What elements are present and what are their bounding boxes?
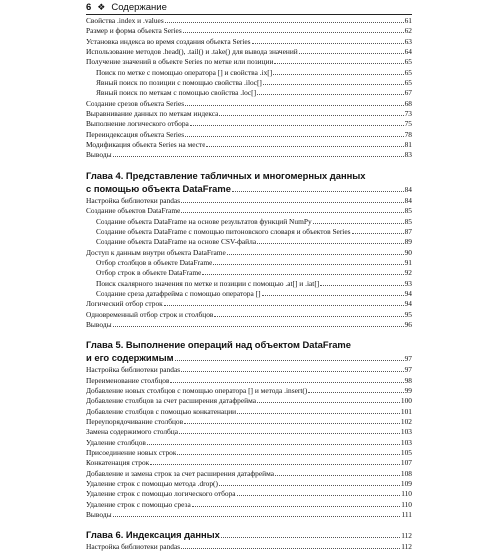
toc-entry[interactable] (86, 248, 412, 258)
dot-leader (320, 279, 403, 286)
dot-leader (185, 99, 403, 106)
toc-entry-title: Поиск по метке с помощью оператора [] и свойства .ix[] (96, 67, 273, 77)
page-ref: 63 (404, 36, 412, 46)
header-title: Содержание (111, 1, 167, 13)
dot-leader (181, 542, 400, 549)
page-ref: 108 (400, 468, 412, 478)
dot-leader (181, 206, 403, 213)
toc-entry[interactable] (86, 320, 412, 330)
page-ref: 84 (404, 195, 412, 205)
dot-leader (257, 237, 404, 244)
toc-entry[interactable] (86, 57, 412, 67)
toc-entry[interactable] (86, 109, 412, 119)
toc-entry[interactable] (86, 386, 412, 396)
page-number: 6 (86, 1, 92, 13)
toc-entry-title: Настройка библиотеки pandas (86, 542, 181, 552)
dot-leader (179, 427, 400, 434)
toc-entry[interactable] (86, 217, 412, 227)
toc-entry-title: Свойства .index и .values (86, 16, 164, 25)
toc-entry[interactable] (86, 438, 412, 448)
toc-entry[interactable] (86, 542, 412, 552)
toc-entry-title: Переиндексация объекта Series (86, 129, 185, 139)
toc-entry-title: Выводы (86, 319, 112, 329)
page-ref: 111 (401, 510, 412, 520)
chapter-entry[interactable] (86, 528, 412, 542)
toc-entry[interactable] (86, 500, 412, 510)
toc-entry-title: Удаление строк с помощью логического отбора (86, 489, 236, 499)
toc-entry-title: Удаление столбцов (86, 437, 146, 447)
toc-entry-title: Поиск скалярного значения по метке и позиции с помощью .at[] и .iat[] (96, 278, 320, 288)
toc-entry[interactable] (86, 448, 412, 458)
chapter-title-line: Глава 4. Представление табличных и многомерных данных (86, 169, 366, 181)
toc-entry[interactable] (86, 227, 412, 237)
toc-entry-title: Добавление новых столбцов с помощью оператора [] и метода .insert() (86, 385, 308, 395)
toc-entry[interactable] (86, 99, 412, 109)
chapter-title-line: Глава 5. Выполнение операций над объектом DataFrame (86, 339, 351, 351)
dot-leader (147, 438, 400, 445)
toc-entry[interactable] (86, 16, 412, 26)
dot-leader (262, 289, 404, 296)
page-ref: 102 (400, 417, 412, 426)
running-header (86, 0, 412, 14)
page-ref: 97 (404, 354, 412, 364)
dot-leader (237, 407, 400, 414)
toc-entry-title: Создание объектов DataFrame (86, 206, 181, 216)
toc-entry-title: Выполнение логического отбора (86, 119, 189, 129)
toc-entry-title: Добавление столбцов за счет расширения датафрейма (86, 396, 256, 406)
page-ref: 98 (404, 375, 412, 385)
toc-entry[interactable] (86, 417, 412, 427)
toc-entry[interactable] (86, 376, 412, 386)
dot-leader (213, 258, 403, 265)
toc-entry-title: Одновременный отбор строк и столбцов (86, 309, 214, 319)
toc-entry-title: Создание объекта DataFrame на основе результатов функций NumPy (96, 216, 312, 226)
toc-entry[interactable] (86, 510, 412, 520)
dot-leader (219, 109, 403, 116)
page-ref: 90 (404, 247, 412, 257)
chapter-entry[interactable] (86, 351, 412, 365)
toc-entry-title: Переупорядочивание столбцов (86, 417, 184, 426)
dot-leader (274, 57, 403, 64)
page-ref: 61 (404, 16, 412, 25)
header-rule (86, 14, 412, 15)
dot-leader (113, 150, 404, 157)
diamond-ornament-icon: ❖ (97, 1, 106, 12)
page-ref: 112 (401, 531, 412, 541)
dot-leader (219, 479, 400, 486)
page-ref: 87 (404, 226, 412, 236)
chapter-gap (86, 520, 412, 528)
toc-entry[interactable] (86, 479, 412, 489)
page-ref: 92 (404, 268, 412, 278)
dot-leader (164, 299, 404, 306)
dot-leader (190, 119, 404, 126)
page-ref: 68 (404, 98, 412, 108)
page-ref: 84 (404, 184, 412, 194)
toc-entry[interactable] (86, 196, 412, 206)
toc-entry-title: Создание объекта DataFrame с помощью питоновского словаря и объектов Series (96, 226, 351, 236)
toc-entry[interactable] (86, 469, 412, 479)
toc-entry[interactable] (86, 489, 412, 499)
toc-entry[interactable] (86, 268, 412, 278)
dot-leader (273, 68, 403, 75)
toc-entry[interactable] (86, 37, 412, 47)
page-ref: 73 (404, 109, 412, 119)
dot-leader (181, 196, 403, 203)
page-ref: 112 (401, 542, 412, 552)
toc-entry-title: Удаление строк с помощью среза (86, 499, 191, 509)
toc-entry-title: Настройка библиотеки pandas (86, 365, 181, 375)
toc-entry[interactable] (86, 365, 412, 375)
toc-entry-title: Выравнивание данных по меткам индекса (86, 109, 219, 119)
toc-entry[interactable] (86, 140, 412, 150)
toc-entry-title: Отбор строк в объекте DataFrame (96, 268, 202, 278)
page-ref: 81 (404, 140, 412, 150)
page-ref: 62 (404, 26, 412, 36)
dot-leader (150, 458, 400, 465)
page-ref: 109 (400, 479, 412, 489)
toc-entry[interactable] (86, 150, 412, 160)
page-ref: 91 (404, 257, 412, 267)
page-ref: 101 (400, 406, 412, 416)
toc-entry[interactable] (86, 279, 412, 289)
chapter-title: с помощью объекта DataFrame (86, 182, 231, 194)
toc-entry-title: Доступ к данным внутри объекта DataFrame (86, 247, 226, 257)
toc-entry-title: Переименование столбцов (86, 375, 170, 385)
dot-leader (232, 183, 404, 192)
page-ref: 65 (404, 57, 412, 67)
toc-entry[interactable] (86, 258, 412, 268)
toc-entry-title: Получение значений в объекте Series по метке или позиции (86, 57, 274, 67)
chapter-entry[interactable] (86, 182, 412, 196)
dot-leader (175, 352, 404, 361)
dot-leader (184, 417, 400, 424)
page-ref: 105 (400, 448, 412, 458)
toc-entry-title: Отбор столбцов в объекте DataFrame (96, 257, 213, 267)
dot-leader (206, 140, 403, 147)
toc-entry-title: Выводы (86, 510, 112, 520)
dot-leader (237, 489, 401, 496)
dot-leader (214, 310, 403, 317)
dot-leader (192, 500, 400, 507)
page-ref: 110 (401, 499, 412, 509)
toc-entry[interactable] (86, 310, 412, 320)
toc-entry[interactable] (86, 237, 412, 247)
toc-entry-title: Использование методов .head(), .tail() и .take() для вывода значений (86, 47, 298, 57)
toc-entry-title: Модификация объекта Series на месте (86, 140, 206, 150)
toc-entry-title: Добавление столбцов с помощью конкатенации (86, 406, 237, 416)
toc-entry[interactable] (86, 119, 412, 129)
page-ref: 103 (400, 427, 412, 437)
toc-entry-title: Удаление строк с помощью метода .drop() (86, 479, 218, 489)
toc-entry[interactable] (86, 427, 412, 437)
page-ref: 85 (404, 206, 412, 216)
toc-entry-title: Размер и форма объекта Series (86, 26, 182, 36)
page-ref: 83 (404, 150, 412, 160)
toc-entry[interactable] (86, 47, 412, 57)
page-ref: 64 (404, 47, 412, 57)
page-ref: 97 (404, 365, 412, 375)
dot-leader (263, 78, 404, 85)
toc-entry[interactable] (86, 206, 412, 216)
dot-leader (257, 88, 404, 95)
page-ref: 65 (404, 67, 412, 77)
dot-leader (252, 37, 404, 44)
toc-entry[interactable] (86, 78, 412, 88)
chapter-gap (86, 161, 412, 169)
page-ref: 100 (400, 396, 412, 406)
page-ref: 89 (404, 237, 412, 247)
dot-leader (313, 217, 404, 224)
dot-leader (185, 130, 403, 137)
page-ref: 95 (404, 309, 412, 319)
toc-entry[interactable] (86, 130, 412, 140)
dot-leader (227, 248, 404, 255)
toc-entry-title: Логический отбор строк (86, 299, 163, 309)
toc-entry-title: Замена содержимого столбца (86, 427, 179, 437)
page-ref: 85 (404, 216, 412, 226)
page-ref: 94 (404, 288, 412, 298)
dot-leader (275, 469, 400, 476)
toc-entry-title: Явный поиск по меткам с помощью свойства .loc[] (96, 88, 257, 98)
toc-entry-title: Присоединение новых строк (86, 448, 177, 458)
dot-leader (352, 227, 404, 234)
toc-entry-title: Создание срезов объекта Series (86, 98, 185, 108)
toc-entry-title: Создание объекта DataFrame на основе CSV-файла (96, 237, 257, 247)
page-ref: 107 (400, 458, 412, 468)
toc-entry[interactable] (86, 407, 412, 417)
table-of-contents (86, 16, 412, 553)
toc-entry-title: Настройка библиотеки pandas (86, 195, 181, 205)
dot-leader (299, 47, 404, 54)
toc-entry[interactable] (86, 396, 412, 406)
page-ref: 96 (404, 319, 412, 329)
toc-entry[interactable] (86, 68, 412, 78)
page-ref: 67 (404, 88, 412, 98)
dot-leader (257, 396, 400, 403)
dot-leader (170, 376, 403, 383)
page-ref: 110 (401, 489, 412, 499)
page-ref: 78 (404, 129, 412, 139)
dot-leader (308, 386, 403, 393)
dot-leader (177, 448, 399, 455)
page-ref: 93 (404, 278, 412, 288)
page-ref: 75 (404, 119, 412, 129)
chapter-title: Глава 6. Индексация данных (86, 529, 220, 541)
dot-leader (221, 529, 400, 538)
page-ref: 65 (404, 78, 412, 88)
page-ref: 99 (404, 385, 412, 395)
page-ref: 94 (404, 299, 412, 309)
toc-entry-title: Явный поиск по позиции с помощью свойства .iloc[] (96, 78, 262, 88)
toc-entry[interactable] (86, 289, 412, 299)
dot-leader (165, 16, 404, 23)
toc-entry[interactable] (86, 26, 412, 36)
dot-leader (202, 268, 403, 275)
toc-entry[interactable] (86, 299, 412, 309)
dot-leader (181, 365, 403, 372)
chapter-gap (86, 330, 412, 338)
page-ref: 103 (400, 437, 412, 447)
toc-entry[interactable] (86, 88, 412, 98)
toc-entry-title: Выводы (86, 150, 112, 160)
dot-leader (113, 320, 404, 327)
toc-entry[interactable] (86, 458, 412, 468)
toc-entry-title: Добавление и замена строк за счет расширения датафрейма (86, 468, 275, 478)
toc-entry-title: Создание среза датафрейма с помощью оператора [] (96, 288, 261, 298)
toc-entry-title: Установка индекса во время создания объекта Series (86, 36, 251, 46)
toc-entry-title: Конкатенация строк (86, 458, 150, 468)
chapter-title: и его содержимым (86, 352, 174, 364)
dot-leader (183, 26, 404, 33)
dot-leader (113, 510, 401, 517)
